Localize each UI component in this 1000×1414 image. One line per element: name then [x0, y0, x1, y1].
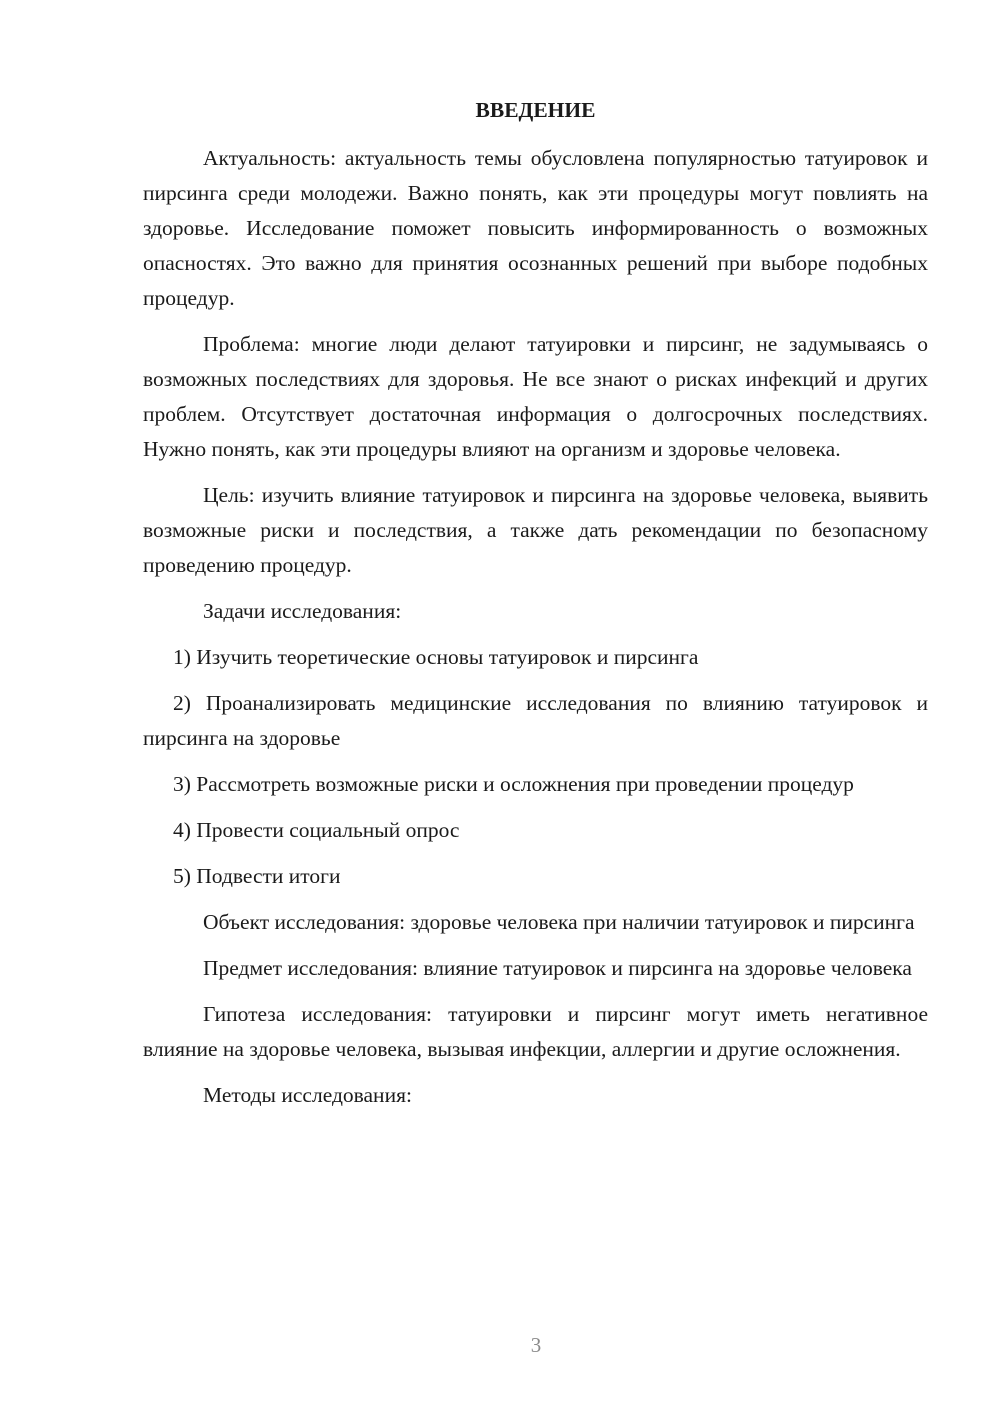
tasks-heading: Задачи исследования:: [203, 599, 402, 623]
section-title: ВВЕДЕНИЕ: [475, 98, 596, 122]
task-item-5: 5) Подвести итоги: [173, 864, 341, 888]
task-item-1: 1) Изучить теоретические основы татуировок и пирсинга: [173, 645, 699, 669]
paragraph-hypothesis: Гипотеза исследования: татуировки и пирсинг могут иметь негативное влияние на здоровье человека, вызывая инфекции, аллергии и другие осложнения.: [143, 1002, 928, 1061]
page-number: 3: [530, 1333, 542, 1357]
task-item-4: 4) Провести социальный опрос: [173, 818, 460, 842]
paragraph-relevance: Актуальность: актуальность темы обусловлена популярностью татуировок и пирсинга среди молодежи. Важно понять, как эти процедуры могут повлиять на здоровье. Исследование поможет повысить информированность о возможных опасностях. Это важно для принятия осознанных решений при выборе подобных процедур.: [143, 146, 928, 310]
paragraph-problem: Проблема: многие люди делают татуировки и пирсинг, не задумываясь о возможных последствиях для здоровья. Не все знают о рисках инфекций и других проблем. Отсутствует достаточная информация о долгосрочных последствиях. Нужно понять, как эти процедуры влияют на организм и здоровье человека.: [143, 332, 928, 461]
methods-heading: Методы исследования:: [203, 1083, 412, 1107]
paragraph-object: Объект исследования: здоровье человека при наличии татуировок и пирсинга: [203, 910, 915, 934]
paragraph-subject: Предмет исследования: влияние татуировок и пирсинга на здоровье человека: [203, 956, 912, 980]
document-page: [143, 93, 928, 1124]
task-item-2: 2) Проанализировать медицинские исследования по влиянию татуировок и пирсинга на здоровье: [143, 691, 928, 750]
task-item-3: 3) Рассмотреть возможные риски и осложнения при проведении процедур: [173, 772, 854, 796]
paragraph-goal: Цель: изучить влияние татуировок и пирсинга на здоровье человека, выявить возможные риски и последствия, а также дать рекомендации по безопасному проведению процедур.: [143, 483, 928, 577]
